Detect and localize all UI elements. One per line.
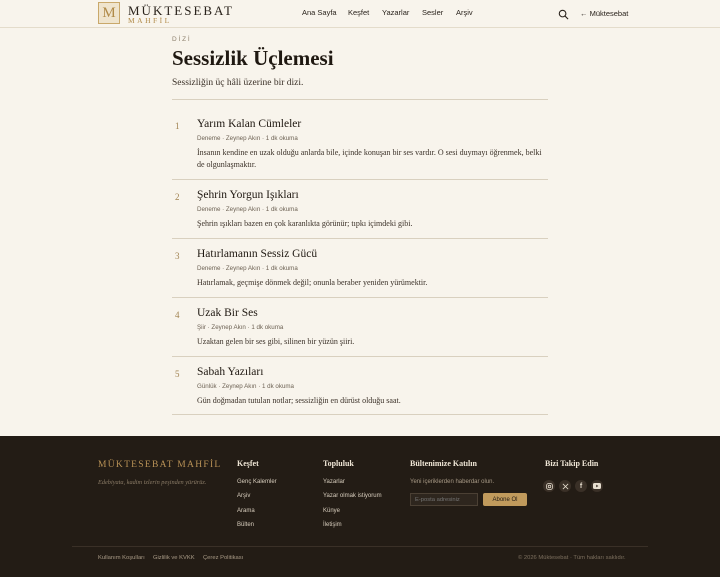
page-title: Sessizlik Üçlemesi	[172, 46, 334, 70]
nav-archive[interactable]: Arşiv	[456, 8, 473, 17]
search-icon[interactable]	[558, 9, 569, 20]
item-description: Gün doğmadan tutulan notlar; sessizliğin en dürüst olduğu saat.	[197, 396, 401, 405]
footer-brand[interactable]: MÜKTESEBAT MAHFİL	[98, 460, 222, 470]
page-subtitle: Sessizliğin üç hâli üzerine bir dizi.	[172, 78, 304, 88]
item-number: 3	[175, 251, 180, 261]
footer-link-contact[interactable]: İletişim	[323, 522, 342, 528]
footer-link-terms[interactable]: Kullanım Koşulları	[98, 555, 145, 561]
divider	[172, 414, 548, 415]
item-title[interactable]: Şehrin Yorgun Işıkları	[197, 189, 299, 201]
list-item[interactable]	[172, 298, 548, 356]
subscribe-button[interactable]: Abone Ol	[483, 493, 527, 506]
footer-link-authors[interactable]: Yazarlar	[323, 479, 345, 485]
instagram-icon[interactable]	[543, 480, 555, 492]
copyright: © 2026 Müktesebat · Tüm hakları saklıdır.	[518, 555, 626, 561]
item-number: 1	[175, 121, 180, 131]
item-meta: Şiir · Zeynep Akın · 1 dk okuma	[197, 324, 284, 331]
footer-link-search[interactable]: Arama	[237, 508, 255, 514]
logo-title[interactable]: MÜKTESEBAT	[128, 3, 234, 18]
facebook-icon[interactable]: f	[575, 480, 587, 492]
logo-subtitle: MAHFİL	[128, 16, 172, 25]
item-description: Şehrin ışıkları bazen en çok karanlıkta görünür; tıpkı içimdeki gibi.	[197, 219, 413, 228]
site-header	[0, 0, 720, 28]
footer-link-bulletin[interactable]: Bülten	[237, 522, 255, 528]
footer-link-masthead[interactable]: Künye	[323, 508, 341, 514]
item-title[interactable]: Sabah Yazıları	[197, 366, 264, 378]
youtube-icon[interactable]	[591, 480, 603, 492]
list-item[interactable]	[172, 239, 548, 297]
nav-explore[interactable]: Keşfet	[348, 8, 370, 17]
newsletter-note: Yeni içeriklerden haberdar olun.	[410, 479, 495, 485]
item-number: 4	[175, 310, 180, 320]
list-item[interactable]	[172, 357, 548, 415]
newsletter-email-input[interactable]	[410, 493, 478, 506]
nav-voices[interactable]: Sesler	[422, 8, 444, 17]
item-number: 5	[175, 369, 180, 379]
footer-heading-community: Topluluk	[323, 459, 354, 468]
x-icon[interactable]	[559, 480, 571, 492]
footer-link-young-writers[interactable]: Genç Kalemler	[237, 479, 277, 485]
item-meta: Deneme · Zeynep Akın · 1 dk okuma	[197, 135, 298, 142]
nav-home[interactable]: Ana Sayfa	[302, 8, 337, 17]
item-number: 2	[175, 192, 180, 202]
list-item[interactable]	[172, 100, 548, 180]
item-meta: Deneme · Zeynep Akın · 1 dk okuma	[197, 265, 298, 272]
footer-link-become-author[interactable]: Yazar olmak istiyorum	[323, 493, 382, 499]
item-description: İnsanın kendine en uzak olduğu anlarda bile, içinde konuşan bir ses vardır. O sesi duymayı öğrenmek, belki de olgunlaşmaktır.	[197, 148, 542, 169]
footer-heading-newsletter: Bültenimize Katılın	[410, 459, 477, 468]
footer-link-cookies[interactable]: Çerez Politikası	[203, 555, 244, 561]
item-title[interactable]: Yarım Kalan Cümleler	[197, 118, 302, 130]
back-link[interactable]: ← Müktesebat	[580, 9, 629, 18]
item-title[interactable]: Hatırlamanın Sessiz Gücü	[197, 248, 318, 260]
footer-link-archive[interactable]: Arşiv	[237, 493, 251, 499]
item-meta: Günlük · Zeynep Akın · 1 dk okuma	[197, 383, 294, 390]
series-eyebrow: DİZİ	[172, 36, 192, 43]
footer-tagline: Edebiyata, kadim izlerin peşinden yürürüz.	[98, 479, 207, 486]
logo-mark[interactable]: M	[98, 2, 120, 24]
nav-authors[interactable]: Yazarlar	[382, 8, 410, 17]
footer-link-privacy[interactable]: Gizlilik ve KVKK	[153, 555, 195, 561]
item-description: Uzaktan gelen bir ses gibi, silinen bir yüzün şiiri.	[197, 337, 355, 346]
footer-heading-social: Bizi Takip Edin	[545, 459, 599, 468]
item-description: Hatırlamak, geçmişe dönmek değil; onunla beraber yeniden yürümektir.	[197, 278, 428, 287]
footer-divider	[72, 546, 648, 547]
item-meta: Deneme · Zeynep Akın · 1 dk okuma	[197, 206, 298, 213]
list-item[interactable]	[172, 180, 548, 238]
item-title[interactable]: Uzak Bir Ses	[197, 307, 258, 319]
footer-heading-explore: Keşfet	[237, 459, 259, 468]
